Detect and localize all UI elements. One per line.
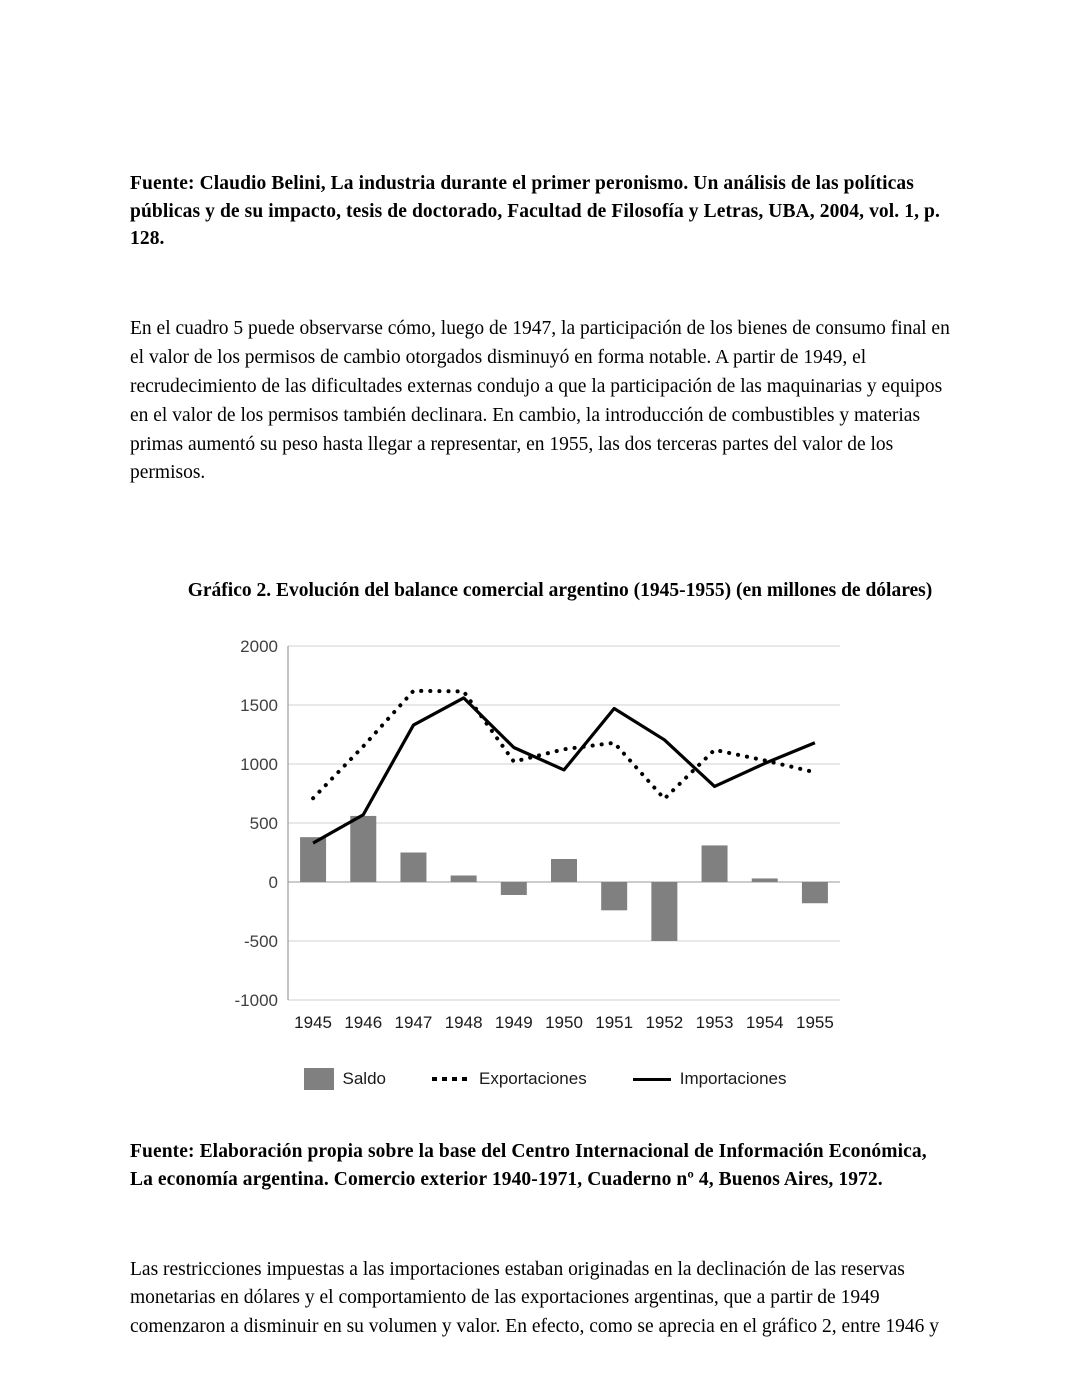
x-axis-tick-label: 1950 [545, 1013, 583, 1033]
chart-bar [702, 846, 728, 883]
chart-legend [230, 1068, 850, 1090]
source-note-bottom: Fuente: Elaboración propia sobre la base del Centro Internacional de Información Económica, La economía argentina. Comercio exterior 1940-1971, Cuaderno nº 4, Buenos Aires, 1972. [130, 1141, 927, 1190]
chart-bar [501, 882, 527, 895]
legend-item-exportaciones [432, 1069, 587, 1089]
chart-title: Gráfico 2. Evolución del balance comercial argentino (1945-1955) (en millones de dólares) [187, 580, 933, 602]
legend-label-exportaciones: Exportaciones [478, 1069, 587, 1089]
spacer [130, 253, 950, 315]
y-axis-tick-label: 0 [268, 873, 278, 893]
legend-label-saldo: Saldo [342, 1069, 386, 1089]
chart-block [230, 632, 850, 1090]
y-axis-tick-label: -500 [243, 932, 278, 952]
y-axis-tick-label: 1000 [240, 755, 278, 775]
legend-bar-swatch-icon [304, 1068, 334, 1090]
chart-bar [451, 876, 477, 882]
paragraph-one: En el cuadro 5 puede observarse cómo, luego de 1947, la participación de los bienes de consumo final en el valor de los permisos de cambio otorgados disminuyó en forma notable. A partir de 1949, el recrudecimiento de las dificultades externas condujo a que la participación de las maquinarias y equipos en el valor de los permisos también declinara. En cambio, la introducción de combustibles y materias primas aumentó su peso hasta llegar a representar, en 1955, las dos terceras partes del valor de los permisos. [130, 318, 950, 484]
y-axis-tick-label: 2000 [240, 637, 278, 657]
legend-dotted-line-icon [432, 1077, 470, 1081]
paragraph-two: Las restricciones impuestas a las importaciones estaban originadas en la declinación de las reservas monetarias en dólares y el comportamiento de las exportaciones argentinas, que a partir de 1949 comenzaron a disminuir en su volumen y valor. En efecto, como se aprecia en el gráfico 2, entre 1946 y [130, 1258, 939, 1338]
chart-bar [300, 837, 326, 882]
legend-item-saldo [304, 1068, 386, 1090]
chart-bar [752, 879, 778, 883]
x-axis-tick-label: 1952 [645, 1013, 684, 1033]
source-note-top: Fuente: Claudio Belini, La industria durante el primer peronismo. Un análisis de las políticas públicas y de su impacto, tesis de doctorado, Facultad de Filosofía y Letras, UBA, 2004, vol. 1, p. 128. [130, 173, 940, 250]
x-axis-tick-label: 1947 [394, 1013, 433, 1033]
x-axis-tick-label: 1955 [795, 1013, 834, 1033]
chart-bar [551, 859, 577, 882]
x-axis-tick-label: 1951 [595, 1013, 634, 1033]
chart-line-exportaciones [313, 691, 815, 799]
x-axis-tick-label: 1949 [494, 1013, 533, 1033]
spacer [130, 550, 950, 580]
spacer [130, 1194, 950, 1256]
chart-bar [400, 853, 426, 883]
spacer [130, 602, 950, 632]
x-axis-tick-label: 1948 [444, 1013, 483, 1033]
chart-bar [651, 882, 677, 941]
x-axis-tick-label: 1946 [344, 1013, 383, 1033]
legend-label-importaciones: Importaciones [679, 1069, 787, 1089]
chart-plot-area [230, 632, 850, 1062]
x-axis-tick-label: 1953 [695, 1013, 734, 1033]
legend-item-importaciones [633, 1069, 787, 1089]
x-axis-tick-label: 1954 [745, 1013, 784, 1033]
y-axis-tick-label: 1500 [240, 696, 278, 716]
spacer [130, 1090, 950, 1138]
x-axis-tick-label: 1945 [294, 1013, 333, 1033]
chart-bar [601, 882, 627, 910]
y-axis-tick-label: 500 [249, 814, 278, 834]
legend-solid-line-icon [633, 1078, 671, 1081]
chart-bar [350, 816, 376, 882]
spacer [130, 488, 950, 550]
chart-bar [802, 882, 828, 903]
y-axis-tick-label: -1000 [234, 991, 278, 1011]
chart-svg [230, 632, 850, 1062]
